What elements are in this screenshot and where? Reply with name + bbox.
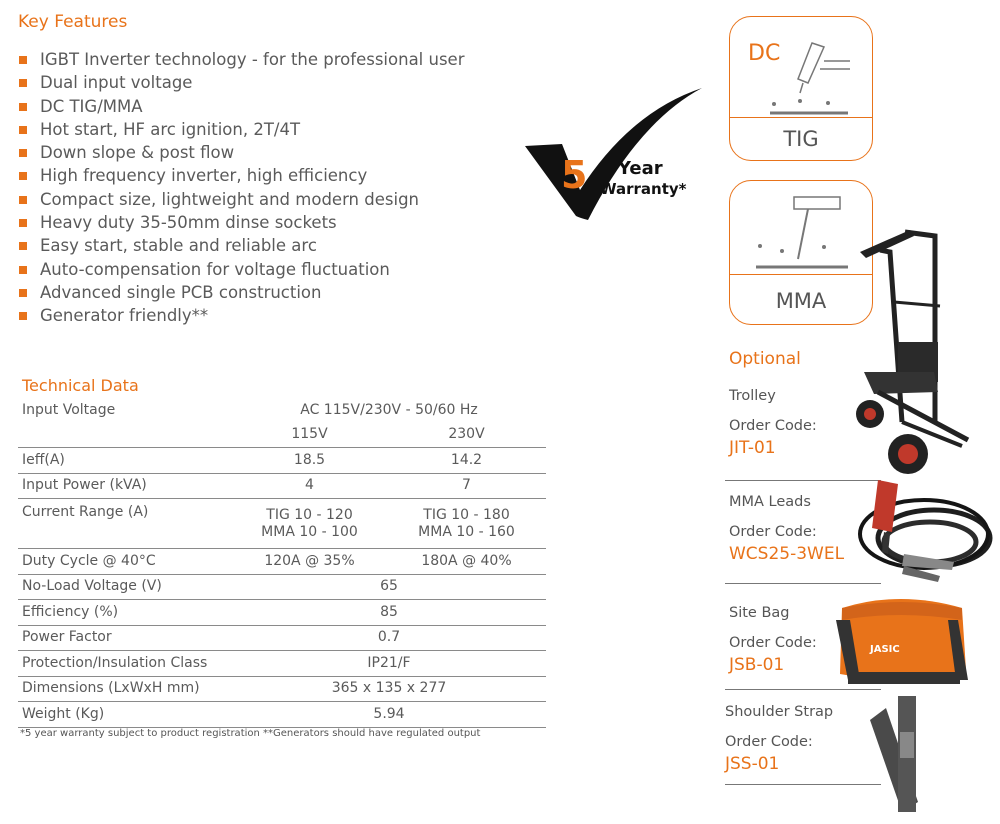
feature-item xyxy=(18,141,465,164)
feature-text: Down slope & post flow xyxy=(40,143,235,163)
range-mma: MMA 10 - 100 xyxy=(261,523,358,540)
order-code-label: Order Code: xyxy=(729,418,817,434)
mma-electrode-icon xyxy=(752,191,852,277)
feature-text: Heavy duty 35-50mm dinse sockets xyxy=(40,213,337,233)
bullet-icon xyxy=(19,219,27,227)
row-value: AC 115V/230V - 50/60 Hz xyxy=(300,401,478,418)
row-value: IP21/F xyxy=(232,651,546,677)
feature-item xyxy=(18,188,465,211)
row-label: Efficiency (%) xyxy=(18,600,232,626)
feature-text: Dual input voltage xyxy=(40,73,193,93)
bullet-icon xyxy=(19,56,27,64)
row-label: Input Power (kVA) xyxy=(18,473,232,499)
row-label: Protection/Insulation Class xyxy=(18,651,232,677)
dc-tig-mode-box xyxy=(729,16,873,161)
feature-item xyxy=(18,164,465,187)
warranty-year: Year xyxy=(618,158,663,179)
header-230v: 230V xyxy=(387,423,546,448)
feature-text: Easy start, stable and reliable arc xyxy=(40,236,317,256)
mma-leads-name: MMA Leads xyxy=(729,494,811,510)
feature-item xyxy=(18,118,465,141)
order-code-label: Order Code: xyxy=(729,635,817,651)
mma-label: MMA xyxy=(775,289,827,313)
optional-title: Optional xyxy=(729,349,801,369)
mma-leads-image xyxy=(844,476,996,584)
feature-text: DC TIG/MMA xyxy=(40,96,143,116)
checkmark-icon xyxy=(525,88,702,220)
feature-text: IGBT Inverter technology - for the professional user xyxy=(40,50,465,69)
warranty-badge xyxy=(520,82,710,227)
table-row xyxy=(18,651,546,677)
divider xyxy=(725,784,881,785)
bullet-icon xyxy=(19,126,27,134)
feature-item xyxy=(18,48,465,71)
table-row xyxy=(18,600,546,626)
row-value: 65 xyxy=(232,574,546,600)
warranty-text: Warranty* xyxy=(600,180,687,198)
table-row xyxy=(18,574,546,600)
table-row xyxy=(18,499,546,549)
tig-torch-icon xyxy=(760,25,860,115)
table-row xyxy=(18,702,546,728)
feature-item xyxy=(18,234,465,257)
trolley-name: Trolley xyxy=(729,388,776,404)
bullet-icon xyxy=(19,196,27,204)
bullet-icon xyxy=(19,266,27,274)
feature-item xyxy=(18,281,465,304)
mode-divider xyxy=(730,117,872,118)
value-115v: 120A @ 35% xyxy=(232,549,387,575)
bag-brand-text: JASIC xyxy=(870,644,900,655)
range-tig: TIG 10 - 180 xyxy=(423,506,510,523)
table-row xyxy=(18,398,546,423)
table-row xyxy=(18,423,546,448)
bullet-icon xyxy=(19,103,27,111)
feature-item xyxy=(18,95,465,118)
order-code-label: Order Code: xyxy=(725,734,813,750)
trolley-image xyxy=(850,222,970,477)
mma-leads-code: WCS25-3WEL xyxy=(729,544,845,564)
feature-item xyxy=(18,304,465,327)
feature-item xyxy=(18,258,465,281)
bullet-icon xyxy=(19,149,27,157)
row-label: Duty Cycle @ 40°C xyxy=(18,549,232,575)
row-value: 85 xyxy=(232,600,546,626)
shoulder-strap-image xyxy=(866,692,946,820)
row-value: 5.94 xyxy=(232,702,546,728)
dc-label: DC xyxy=(748,41,781,66)
bullet-icon xyxy=(19,79,27,87)
value-115v xyxy=(232,499,387,549)
bullet-icon xyxy=(19,242,27,250)
bullet-icon xyxy=(19,172,27,180)
key-features-list xyxy=(18,48,465,328)
table-row xyxy=(18,625,546,651)
value-115v: 18.5 xyxy=(232,448,387,474)
value-230v xyxy=(387,499,546,549)
technical-data-table xyxy=(18,398,546,728)
shoulder-strap-code: JSS-01 xyxy=(725,754,780,774)
site-bag-name: Site Bag xyxy=(729,605,790,621)
footnote: *5 year warranty subject to product registration **Generators should have regulated output xyxy=(20,728,481,739)
row-label: Ieff(A) xyxy=(18,448,232,474)
technical-data-title: Technical Data xyxy=(22,376,139,395)
value-230v: 14.2 xyxy=(387,448,546,474)
feature-text: Compact size, lightweight and modern design xyxy=(40,189,420,209)
value-230v: 7 xyxy=(387,473,546,499)
row-label: Dimensions (LxWxH mm) xyxy=(18,676,232,702)
feature-text: Advanced single PCB construction xyxy=(40,282,322,302)
row-value: 365 x 135 x 277 xyxy=(232,676,546,702)
feature-text: Hot start, HF arc ignition, 2T/4T xyxy=(40,119,301,139)
feature-text: High frequency inverter, high efficiency xyxy=(40,166,368,186)
row-label: Current Range (A) xyxy=(18,499,232,549)
site-bag-image xyxy=(830,590,978,690)
feature-item xyxy=(18,71,465,94)
table-row xyxy=(18,676,546,702)
shoulder-strap-name: Shoulder Strap xyxy=(725,704,834,720)
bullet-icon xyxy=(19,289,27,297)
table-row xyxy=(18,473,546,499)
trolley-code: JIT-01 xyxy=(729,438,776,458)
header-115v: 115V xyxy=(232,423,387,448)
row-value: 0.7 xyxy=(232,625,546,651)
row-label: Power Factor xyxy=(18,625,232,651)
table-row xyxy=(18,448,546,474)
value-115v: 4 xyxy=(232,473,387,499)
feature-text: Auto-compensation for voltage fluctuation xyxy=(40,259,390,279)
table-row xyxy=(18,549,546,575)
row-label xyxy=(18,423,232,448)
feature-item xyxy=(18,211,465,234)
tig-label: TIG xyxy=(783,127,819,151)
bullet-icon xyxy=(19,312,27,320)
row-label: Input Voltage xyxy=(22,401,116,418)
order-code-label: Order Code: xyxy=(729,524,817,540)
site-bag-code: JSB-01 xyxy=(729,655,785,675)
key-features-title: Key Features xyxy=(18,12,128,32)
row-label: No-Load Voltage (V) xyxy=(18,574,232,600)
row-label: Weight (Kg) xyxy=(18,702,232,728)
value-230v: 180A @ 40% xyxy=(387,549,546,575)
range-tig: TIG 10 - 120 xyxy=(266,506,353,523)
feature-text: Generator friendly** xyxy=(40,306,209,326)
warranty-number: 5 xyxy=(561,153,588,197)
range-mma: MMA 10 - 160 xyxy=(418,523,515,540)
